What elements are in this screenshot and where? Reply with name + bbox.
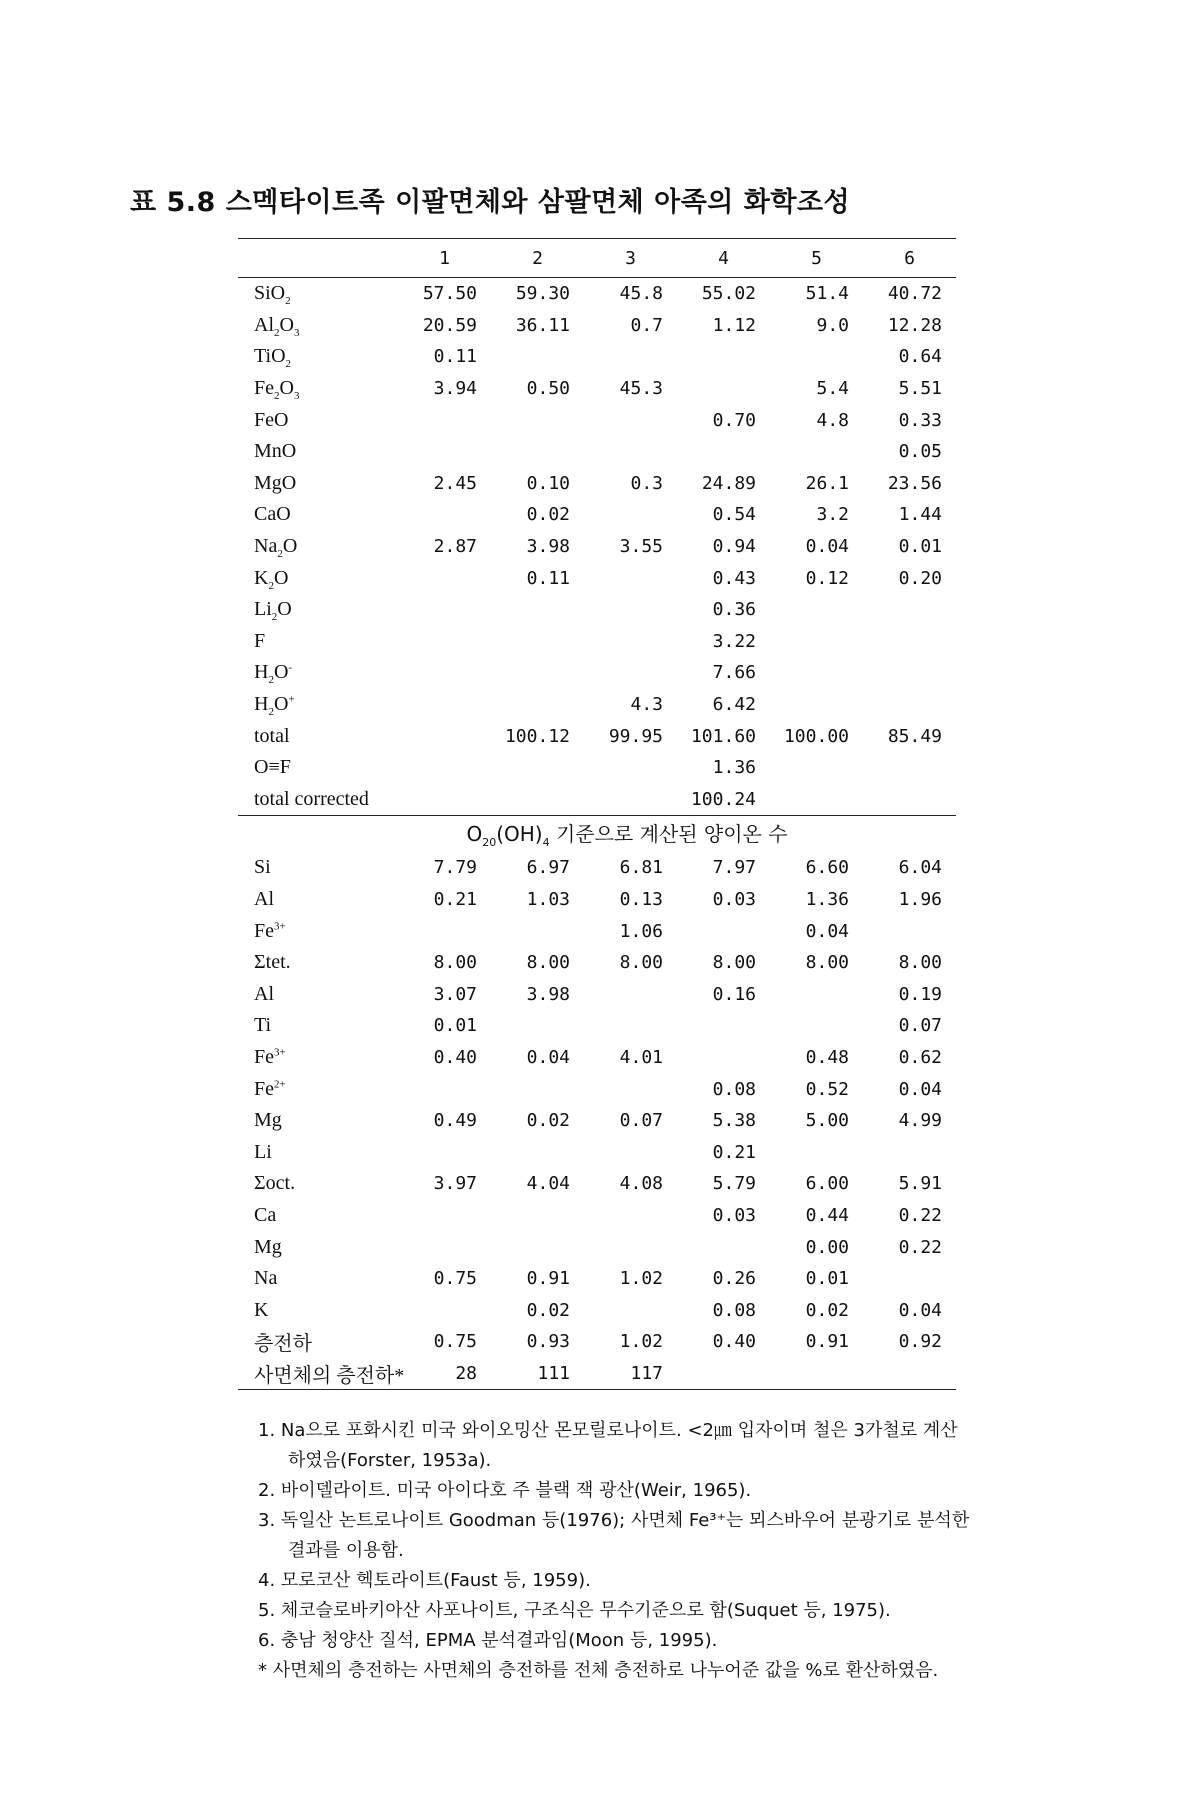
row-label: Na	[254, 1267, 278, 1290]
table-cell: 8.00	[805, 952, 849, 974]
table-cell: 3.98	[526, 536, 570, 558]
table-cell: 3.97	[433, 1173, 477, 1195]
table-row	[238, 562, 956, 594]
row-label: 사면체의 층전하*	[254, 1364, 405, 1387]
row-label: Li	[254, 1140, 272, 1163]
table-cell: 4.04	[526, 1173, 570, 1195]
table-cell: 117	[630, 1362, 663, 1384]
table-cell: 0.43	[712, 567, 756, 589]
table-cell: 0.08	[712, 1078, 756, 1100]
table-cell: 100.00	[783, 725, 849, 747]
row-label: $Fe^{3+}$	[254, 919, 286, 942]
row-label: $Fe^{3+}$	[254, 1045, 286, 1068]
footnote: * 사면체의 층전하는 사면체의 층전하를 전체 층전하로 나누어준 값을 %로 환산하였음.	[258, 1660, 939, 1681]
table-cell: 0.19	[898, 983, 942, 1005]
table-cell: 0.04	[805, 920, 849, 942]
table-row	[238, 657, 956, 689]
table-row	[238, 1326, 956, 1358]
table-cell: 5.51	[898, 378, 942, 400]
table-cell: 6.04	[898, 857, 942, 879]
row-label: $Fe_2O_3$	[254, 377, 300, 403]
table-row	[238, 947, 956, 979]
table-row	[238, 720, 956, 752]
row-label: CaO	[254, 503, 291, 526]
table-cell: 0.04	[805, 536, 849, 558]
table-cell: 4.08	[619, 1173, 663, 1195]
table-cell: 0.04	[526, 1046, 570, 1068]
row-label: $H_2O^-$	[254, 661, 293, 687]
footnote: 2. 바이델라이트. 미국 아이다호 주 블랙 잭 광산(Weir, 1965).	[258, 1480, 752, 1501]
table-cell: 0.54	[712, 504, 756, 526]
table-cell: 0.94	[712, 536, 756, 558]
table-cell: 1.96	[898, 888, 942, 910]
row-label: $H_2O^+$	[254, 693, 295, 719]
table-cell: 0.05	[898, 441, 942, 463]
table-cell: 0.26	[712, 1268, 756, 1290]
table-row	[238, 404, 956, 436]
table-cell: 0.70	[712, 409, 756, 431]
oxide-section	[238, 278, 956, 815]
table-cell: 23.56	[887, 472, 942, 494]
table-row	[238, 1231, 956, 1263]
table-cell: 1.36	[712, 757, 756, 779]
table-cell: 12.28	[887, 314, 942, 336]
row-label: MgO	[254, 471, 297, 494]
table-cell: 0.91	[526, 1268, 570, 1290]
table-title: 표 5.8 스멕타이트족 이팔면체와 삼팔면체 아족의 화학조성	[130, 187, 851, 218]
table-cell: 0.75	[433, 1331, 477, 1353]
table-cell: 0.22	[898, 1204, 942, 1226]
table-row	[238, 1200, 956, 1232]
row-label: Mg	[254, 1235, 282, 1258]
row-label: $K_2O$	[254, 566, 289, 592]
column-header: 2	[532, 247, 543, 269]
column-header: 4	[718, 247, 729, 269]
table-cell: 0.91	[805, 1331, 849, 1353]
column-header: 5	[811, 247, 822, 269]
row-label: total corrected	[254, 787, 369, 810]
table-cell: 40.72	[887, 283, 942, 305]
composition-table	[238, 238, 956, 1390]
table-cell: 6.97	[526, 857, 570, 879]
table-cell: 5.38	[712, 1110, 756, 1132]
table-cell: 99.95	[608, 725, 663, 747]
table-cell: 5.00	[805, 1110, 849, 1132]
table-cell: 0.36	[712, 599, 756, 621]
table-cell: 4.01	[619, 1046, 663, 1068]
table-row	[238, 626, 956, 658]
table-cell: 0.3	[630, 472, 663, 494]
column-header: 1	[439, 247, 450, 269]
row-label: $Al_2O_3$	[254, 313, 300, 339]
table-cell: 0.01	[433, 1015, 477, 1037]
row-label: total	[254, 724, 290, 747]
table-cell: 0.07	[619, 1110, 663, 1132]
table-cell: 0.02	[526, 1110, 570, 1132]
table-cell: 0.33	[898, 409, 942, 431]
table-cell: 0.21	[433, 888, 477, 910]
row-label: SiO$_2$	[254, 282, 291, 308]
footnote: 1. Na으로 포화시킨 미국 와이오밍산 몬모릴로나이트. <2㎛ 입자이며 철은 3가철로 계산하였음(Forster, 1953a).	[258, 1420, 958, 1471]
table-cell: 4.8	[816, 409, 849, 431]
table-cell: 0.62	[898, 1046, 942, 1068]
table-cell: 0.12	[805, 567, 849, 589]
footnote: 3. 독일산 논트로나이트 Goodman 등(1976); 사면체 Fe³⁺는 뫼스바우어 분광기로 분석한 결과를 이용함.	[258, 1510, 970, 1561]
cation-section	[238, 852, 956, 1389]
table-cell: 3.55	[619, 536, 663, 558]
row-label: Σtet.	[254, 951, 291, 974]
table-row	[238, 341, 956, 373]
row-label: Al	[254, 887, 274, 910]
table-cell: 28	[455, 1362, 477, 1384]
table-cell: 0.02	[526, 504, 570, 526]
table-cell: 36.11	[515, 314, 570, 336]
table-cell: 6.81	[619, 857, 663, 879]
row-label: Al	[254, 982, 274, 1005]
table-cell: 0.03	[712, 1204, 756, 1226]
table-row	[238, 1073, 956, 1105]
table-cell: 0.13	[619, 888, 663, 910]
table-cell: 8.00	[433, 952, 477, 974]
table-row	[238, 1263, 956, 1295]
table-cell: 0.02	[805, 1299, 849, 1321]
table-cell: 0.07	[898, 1015, 942, 1037]
row-label: Ti	[254, 1014, 272, 1037]
table-cell: 0.52	[805, 1078, 849, 1100]
table-cell: 0.40	[433, 1046, 477, 1068]
table-cell: 111	[537, 1362, 570, 1384]
footnote: 5. 체코슬로바키아산 사포나이트, 구조식은 무수기준으로 함(Suquet 등, 1975).	[258, 1600, 891, 1621]
table-cell: 8.00	[526, 952, 570, 974]
table-cell: 3.94	[433, 378, 477, 400]
table-row	[238, 468, 956, 500]
table-cell: 1.44	[898, 504, 942, 526]
table-cell: 6.42	[712, 694, 756, 716]
table-row	[238, 689, 956, 721]
table-cell: 0.64	[898, 346, 942, 368]
table-row	[238, 310, 956, 342]
table-cell: 4.99	[898, 1110, 942, 1132]
table-cell: 3.07	[433, 983, 477, 1005]
table-row	[238, 915, 956, 947]
table-cell: 9.0	[816, 314, 849, 336]
table-cell: 101.60	[690, 725, 756, 747]
table-cell: 26.1	[805, 472, 849, 494]
table-cell: 1.02	[619, 1331, 663, 1353]
table-cell: 45.3	[619, 378, 663, 400]
table-cell: 0.22	[898, 1236, 942, 1258]
row-label: Σoct.	[254, 1172, 296, 1195]
column-header: 6	[904, 247, 915, 269]
table-row	[238, 531, 956, 563]
table-row	[238, 978, 956, 1010]
table-cell: 0.10	[526, 472, 570, 494]
table-cell: 0.03	[712, 888, 756, 910]
table-cell: 51.4	[805, 283, 849, 305]
table-cell: 4.3	[630, 694, 663, 716]
row-label: $Li_2O$	[254, 598, 292, 624]
table-cell: 0.02	[526, 1299, 570, 1321]
table-cell: 2.87	[433, 536, 477, 558]
table-cell: 0.11	[526, 567, 570, 589]
table-row	[238, 784, 956, 816]
table-row	[238, 884, 956, 916]
row-label: Si	[254, 856, 271, 879]
table-row	[238, 752, 956, 784]
table-row	[238, 278, 956, 310]
table-cell: 5.79	[712, 1173, 756, 1195]
row-label: $Na_2O$	[254, 535, 298, 561]
table-cell: 55.02	[701, 283, 756, 305]
footnote: 6. 충남 청양산 질석, EPMA 분석결과임(Moon 등, 1995).	[258, 1630, 718, 1651]
table-cell: 59.30	[515, 283, 570, 305]
row-label: $Fe^{2+}$	[254, 1077, 286, 1100]
column-header-row	[238, 239, 956, 277]
table-row	[238, 373, 956, 405]
table-row	[238, 1294, 956, 1326]
table-cell: 0.40	[712, 1331, 756, 1353]
table-cell: 8.00	[898, 952, 942, 974]
table-row	[238, 499, 956, 531]
row-label: O≡F	[254, 756, 291, 779]
table-row	[238, 1010, 956, 1042]
table-row	[238, 1136, 956, 1168]
table-cell: 6.60	[805, 857, 849, 879]
table-cell: 1.06	[619, 920, 663, 942]
table-cell: 0.75	[433, 1268, 477, 1290]
footnotes	[258, 1416, 972, 1686]
table-cell: 100.24	[690, 788, 756, 810]
table-cell: 1.36	[805, 888, 849, 910]
table-cell: 45.8	[619, 283, 663, 305]
table-cell: 1.12	[712, 314, 756, 336]
row-label: Mg	[254, 1109, 282, 1132]
table-cell: 1.03	[526, 888, 570, 910]
table-cell: 0.11	[433, 346, 477, 368]
table-cell: 5.91	[898, 1173, 942, 1195]
table-cell: 0.16	[712, 983, 756, 1005]
row-label: K	[254, 1298, 269, 1321]
table-cell: 7.66	[712, 662, 756, 684]
table-cell: 0.00	[805, 1236, 849, 1258]
table-cell: 8.00	[712, 952, 756, 974]
row-label: MnO	[254, 440, 297, 463]
table-row	[238, 852, 956, 884]
table-cell: 0.08	[712, 1299, 756, 1321]
footnote: 4. 모로코산 헥토라이트(Faust 등, 1959).	[258, 1570, 591, 1591]
table-cell: 0.92	[898, 1331, 942, 1353]
table-row	[238, 1105, 956, 1137]
row-label: F	[254, 629, 266, 652]
table-cell: 24.89	[701, 472, 756, 494]
table-cell: 0.21	[712, 1141, 756, 1163]
table-cell: 6.00	[805, 1173, 849, 1195]
row-label: FeO	[254, 408, 289, 431]
table-cell: 7.79	[433, 857, 477, 879]
table-cell: 3.22	[712, 630, 756, 652]
table-cell: 57.50	[422, 283, 477, 305]
table-row	[238, 1042, 956, 1074]
table-cell: 85.49	[887, 725, 942, 747]
table-cell: 0.01	[805, 1268, 849, 1290]
table-cell: 0.93	[526, 1331, 570, 1353]
table-cell: 2.45	[433, 472, 477, 494]
table-cell: 20.59	[422, 314, 477, 336]
table-cell: 0.20	[898, 567, 942, 589]
table-cell: 8.00	[619, 952, 663, 974]
column-header: 3	[625, 247, 636, 269]
row-label: 층전하	[254, 1333, 312, 1356]
table-cell: 3.2	[816, 504, 849, 526]
table-row	[238, 436, 956, 468]
table-cell: 5.4	[816, 378, 849, 400]
table-cell: 100.12	[504, 725, 570, 747]
table-row	[238, 1168, 956, 1200]
bottom-rule	[238, 1389, 956, 1390]
table-row	[238, 1358, 956, 1390]
table-cell: 0.49	[433, 1110, 477, 1132]
table-cell: 0.50	[526, 378, 570, 400]
row-label: TiO$_2$	[254, 345, 292, 371]
table-cell: 0.48	[805, 1046, 849, 1068]
table-cell: 3.98	[526, 983, 570, 1005]
table-cell: 0.7	[630, 314, 663, 336]
table-cell: 7.97	[712, 857, 756, 879]
table-cell: 0.01	[898, 536, 942, 558]
table-cell: 1.02	[619, 1268, 663, 1290]
cation-subheader: $O_{20}(OH)_4$ 기준으로 계산된 양이온 수	[466, 822, 788, 850]
table-cell: 0.04	[898, 1299, 942, 1321]
row-label: Ca	[254, 1203, 277, 1226]
table-cell: 0.04	[898, 1078, 942, 1100]
table-row	[238, 594, 956, 626]
table-cell: 0.44	[805, 1204, 849, 1226]
